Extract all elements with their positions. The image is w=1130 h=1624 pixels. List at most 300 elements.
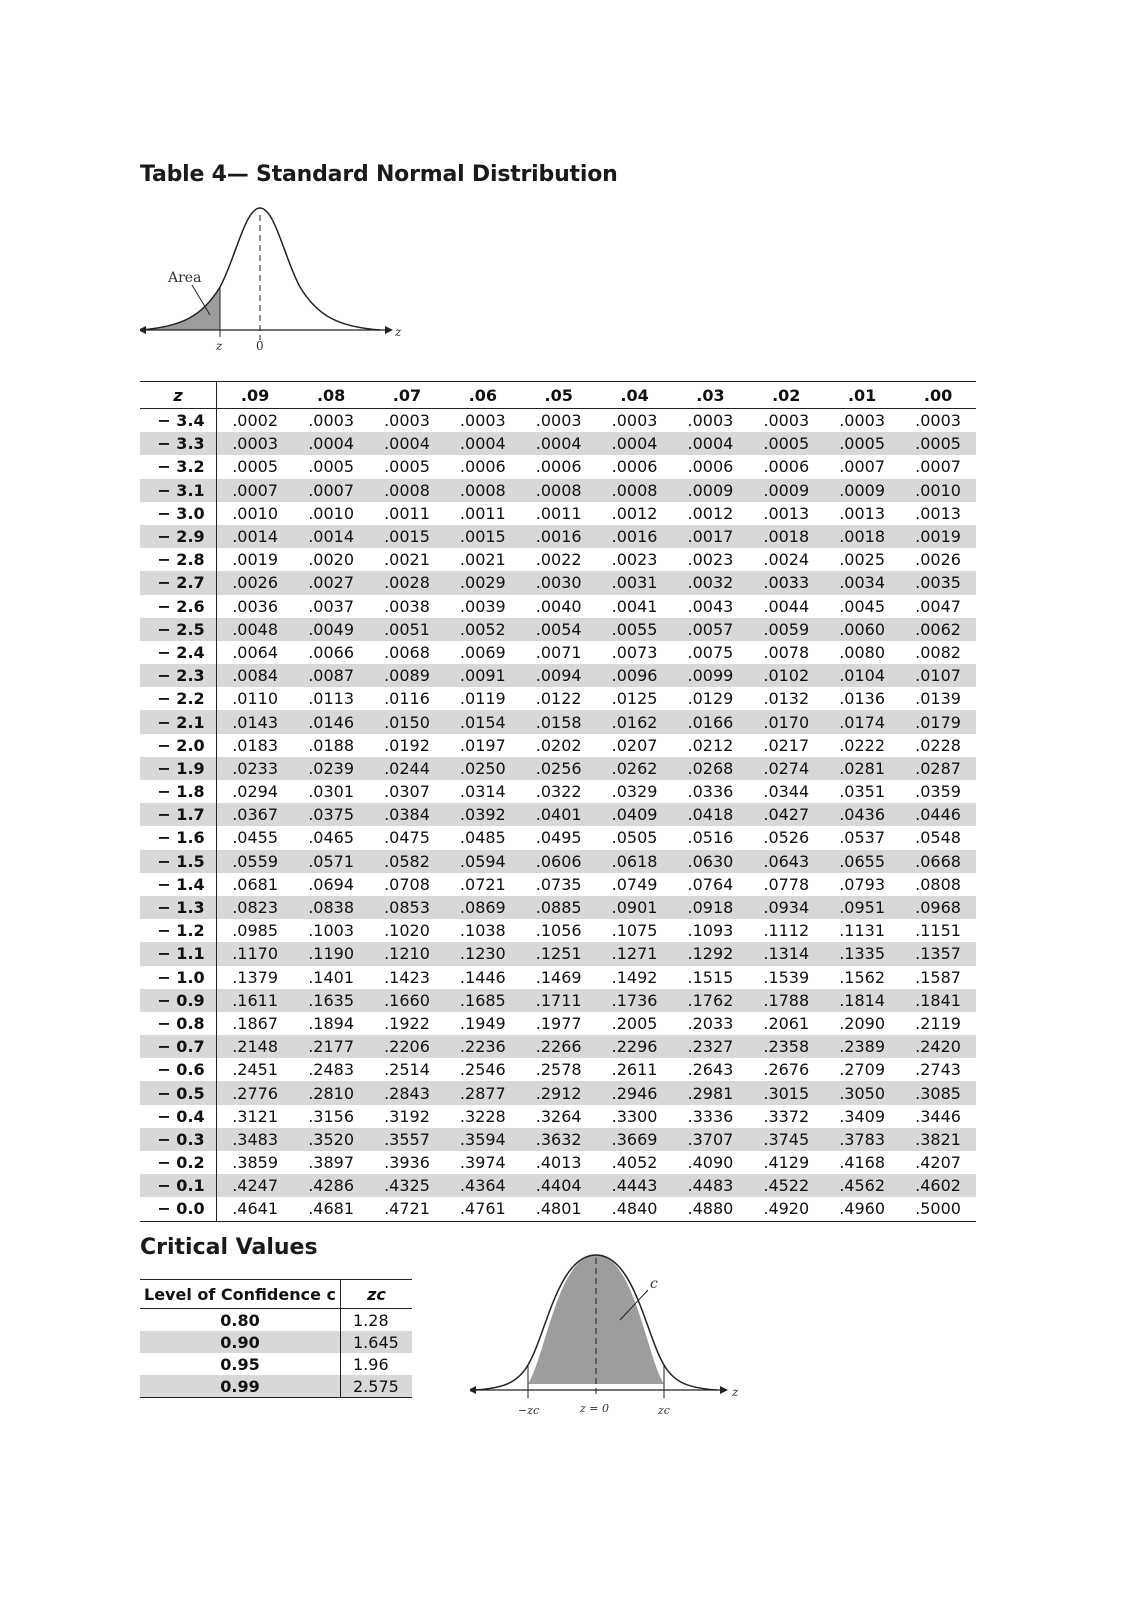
probability-cell: .3974: [459, 1153, 506, 1173]
probability-cell: .0082: [915, 642, 961, 662]
table-row: [140, 966, 976, 989]
table-row: [140, 780, 976, 803]
probability-cell: .2236: [445, 1035, 521, 1058]
table-row: [140, 826, 976, 849]
probability-cell: .0901: [597, 896, 673, 919]
probability-cell: .0735: [535, 874, 582, 894]
probability-cell: .4052: [611, 1153, 658, 1173]
probability-cell: .0329: [611, 782, 658, 802]
z-value-cell: − 0.2: [140, 1151, 217, 1174]
probability-cell: .1335: [824, 942, 900, 965]
probability-cell: .0183: [232, 735, 278, 755]
level-header: Level of Confidence c: [140, 1280, 341, 1309]
confidence-level-cell: 0.95: [220, 1354, 260, 1374]
probability-cell: .0129: [687, 689, 734, 709]
probability-cell: .1251: [521, 942, 597, 965]
probability-cell: .0007: [915, 457, 961, 477]
probability-cell: .2148: [217, 1035, 294, 1058]
probability-cell: .0004: [672, 432, 748, 455]
probability-cell: .0029: [445, 571, 521, 594]
probability-cell: .1539: [763, 967, 810, 987]
critical-values-title: Critical Values: [140, 1235, 318, 1260]
probability-cell: .0007: [217, 479, 294, 502]
z-value-cell: − 1.2: [140, 919, 217, 942]
probability-cell: .0043: [687, 596, 734, 616]
probability-cell: .3520: [293, 1128, 369, 1151]
probability-cell: .0007: [293, 479, 369, 502]
probability-cell: .1841: [900, 989, 976, 1012]
probability-cell: .0003: [839, 411, 886, 431]
probability-cell: .0005: [308, 457, 355, 477]
z-value-cell: − 0.8: [140, 1012, 217, 1035]
c-label: c: [650, 1276, 658, 1292]
probability-cell: .3372: [763, 1106, 810, 1126]
probability-cell: .2611: [611, 1060, 658, 1080]
probability-cell: .0174: [824, 710, 900, 733]
probability-cell: .2676: [763, 1060, 810, 1080]
probability-cell: .0582: [369, 850, 445, 873]
probability-cell: .4404: [521, 1174, 597, 1197]
probability-cell: .0014: [293, 525, 369, 548]
critical-value-figure: [470, 1250, 750, 1420]
probability-cell: .0055: [597, 618, 673, 641]
probability-cell: .0011: [384, 503, 430, 523]
probability-cell: .0004: [597, 432, 673, 455]
probability-cell: .2420: [900, 1035, 976, 1058]
probability-cell: .0075: [687, 642, 734, 662]
probability-cell: .0003: [535, 411, 582, 431]
probability-cell: .3300: [611, 1106, 658, 1126]
probability-cell: .2119: [915, 1013, 961, 1033]
table-row: [140, 432, 976, 455]
z-value-cell: − 1.4: [140, 873, 217, 896]
probability-cell: .3409: [839, 1106, 886, 1126]
probability-cell: .0668: [900, 850, 976, 873]
probability-cell: .0010: [900, 479, 976, 502]
probability-cell: .0006: [611, 457, 658, 477]
probability-cell: .0006: [687, 457, 734, 477]
probability-cell: .3707: [672, 1128, 748, 1151]
probability-cell: .0040: [535, 596, 582, 616]
table-row: [140, 1331, 412, 1353]
probability-cell: .0375: [293, 803, 369, 826]
critical-values-header-row: [140, 1280, 412, 1309]
probability-cell: .0036: [232, 596, 278, 616]
probability-cell: .0643: [748, 850, 824, 873]
probability-cell: .0021: [459, 550, 506, 570]
probability-cell: .0778: [763, 874, 810, 894]
table-row: [140, 1012, 976, 1035]
probability-cell: .0233: [217, 757, 294, 780]
probability-cell: .4721: [369, 1197, 445, 1221]
probability-cell: .0455: [232, 828, 278, 848]
probability-cell: .0918: [672, 896, 748, 919]
probability-cell: .0016: [597, 525, 673, 548]
z-value-cell: − 1.0: [140, 966, 217, 989]
area-curve-figure: [140, 205, 410, 355]
table-row: [140, 525, 976, 548]
probability-cell: .0516: [687, 828, 734, 848]
table-row: [140, 1353, 412, 1375]
probability-cell: .2090: [839, 1013, 886, 1033]
probability-cell: .0016: [521, 525, 597, 548]
z-value-cell: − 3.4: [140, 409, 217, 433]
probability-cell: .0721: [459, 874, 506, 894]
probability-cell: .0005: [824, 432, 900, 455]
probability-cell: .0009: [748, 479, 824, 502]
table-row: [140, 850, 976, 873]
table-row: [140, 641, 976, 664]
probability-cell: .2709: [839, 1060, 886, 1080]
probability-cell: .1660: [369, 989, 445, 1012]
probability-cell: .0694: [308, 874, 355, 894]
probability-cell: .4681: [293, 1197, 369, 1221]
probability-cell: .3859: [232, 1153, 278, 1173]
table-row: [140, 687, 976, 710]
probability-cell: .0162: [597, 710, 673, 733]
z-value-cell: − 3.3: [140, 432, 217, 455]
probability-cell: .0749: [611, 874, 658, 894]
probability-cell: .3783: [824, 1128, 900, 1151]
probability-cell: .0262: [597, 757, 673, 780]
probability-cell: .1423: [384, 967, 430, 987]
confidence-level-cell: 0.90: [140, 1331, 341, 1353]
probability-cell: .0014: [217, 525, 294, 548]
probability-cell: .0008: [597, 479, 673, 502]
confidence-level-cell: 0.80: [220, 1310, 260, 1330]
z-value-cell: − 1.8: [140, 780, 217, 803]
probability-cell: .0015: [445, 525, 521, 548]
probability-cell: .0045: [839, 596, 886, 616]
table-row: [140, 479, 976, 502]
probability-cell: .0020: [308, 550, 355, 570]
probability-cell: .3897: [308, 1153, 355, 1173]
probability-cell: .0080: [839, 642, 886, 662]
probability-cell: .0301: [308, 782, 355, 802]
probability-cell: .0008: [445, 479, 521, 502]
probability-cell: .0003: [384, 411, 430, 431]
probability-cell: .1814: [824, 989, 900, 1012]
probability-cell: .0037: [308, 596, 355, 616]
probability-cell: .0096: [597, 664, 673, 687]
probability-cell: .0010: [232, 503, 278, 523]
probability-cell: .0179: [900, 710, 976, 733]
probability-cell: .0136: [839, 689, 886, 709]
probability-cell: .0274: [748, 757, 824, 780]
probability-cell: .0099: [672, 664, 748, 687]
probability-cell: .1357: [900, 942, 976, 965]
probability-cell: .1075: [611, 921, 658, 941]
z-value-cell: − 0.3: [140, 1128, 217, 1151]
z-value-cell: − 2.1: [140, 710, 217, 733]
probability-cell: .0059: [748, 618, 824, 641]
probability-cell: .0039: [459, 596, 506, 616]
probability-cell: .0222: [839, 735, 886, 755]
probability-cell: .4286: [293, 1174, 369, 1197]
probability-cell: .0367: [217, 803, 294, 826]
probability-cell: .0031: [597, 571, 673, 594]
probability-cell: .2877: [445, 1081, 521, 1104]
probability-cell: .0021: [384, 550, 430, 570]
probability-cell: .3594: [445, 1128, 521, 1151]
probability-cell: .0853: [369, 896, 445, 919]
probability-cell: .0018: [824, 525, 900, 548]
zc-header: zc: [341, 1280, 413, 1309]
critical-values-body: [140, 1309, 412, 1398]
column-header: .05: [521, 382, 597, 409]
probability-cell: .4483: [672, 1174, 748, 1197]
probability-cell: .0094: [521, 664, 597, 687]
z-column-header: z: [140, 382, 217, 409]
left-tail-area: [140, 287, 220, 330]
table-row: [140, 896, 976, 919]
probability-cell: .0630: [672, 850, 748, 873]
probability-cell: .1093: [687, 921, 734, 941]
probability-cell: .2389: [824, 1035, 900, 1058]
probability-cell: .0013: [763, 503, 810, 523]
probability-cell: .4168: [839, 1153, 886, 1173]
probability-cell: .0808: [915, 874, 961, 894]
probability-cell: .4562: [824, 1174, 900, 1197]
probability-cell: .2546: [459, 1060, 506, 1080]
probability-cell: .0170: [748, 710, 824, 733]
column-header: .06: [445, 382, 521, 409]
probability-cell: .0392: [445, 803, 521, 826]
probability-cell: .1762: [672, 989, 748, 1012]
probability-cell: .0485: [459, 828, 506, 848]
probability-cell: .0793: [839, 874, 886, 894]
probability-cell: .0003: [308, 411, 355, 431]
probability-cell: .0069: [459, 642, 506, 662]
probability-cell: .0005: [900, 432, 976, 455]
probability-cell: .0057: [672, 618, 748, 641]
probability-cell: .0009: [672, 479, 748, 502]
probability-cell: .0010: [308, 503, 355, 523]
probability-cell: .0060: [824, 618, 900, 641]
probability-cell: .1562: [839, 967, 886, 987]
column-header: .00: [900, 382, 976, 409]
probability-cell: .1894: [308, 1013, 355, 1033]
column-header: .03: [672, 382, 748, 409]
probability-cell: .0032: [672, 571, 748, 594]
probability-cell: .1867: [232, 1013, 278, 1033]
probability-cell: .0212: [687, 735, 734, 755]
probability-cell: .2981: [672, 1081, 748, 1104]
z-value-cell: − 0.1: [140, 1174, 217, 1197]
probability-cell: .1112: [763, 921, 810, 941]
probability-cell: .0436: [824, 803, 900, 826]
probability-cell: .0006: [459, 457, 506, 477]
table-row: [140, 873, 976, 896]
z-value-cell: − 2.5: [140, 618, 217, 641]
table-row: [140, 1174, 976, 1197]
z-table: [140, 381, 976, 1222]
probability-cell: .0548: [915, 828, 961, 848]
probability-cell: .0823: [217, 896, 294, 919]
probability-cell: .0087: [293, 664, 369, 687]
table-row: [140, 1375, 412, 1398]
probability-cell: .0838: [293, 896, 369, 919]
probability-cell: .1492: [611, 967, 658, 987]
probability-cell: .1922: [384, 1013, 430, 1033]
probability-cell: .3821: [900, 1128, 976, 1151]
probability-cell: .0030: [521, 571, 597, 594]
probability-cell: .0885: [521, 896, 597, 919]
zero-label: 0: [256, 339, 264, 353]
probability-cell: .0239: [293, 757, 369, 780]
probability-cell: .0025: [839, 550, 886, 570]
probability-cell: .2206: [369, 1035, 445, 1058]
probability-cell: .0113: [308, 689, 355, 709]
probability-cell: .1314: [748, 942, 824, 965]
probability-cell: .0006: [535, 457, 582, 477]
probability-cell: .0192: [384, 735, 430, 755]
probability-cell: .3228: [459, 1106, 506, 1126]
critical-value-cell: 2.575: [341, 1375, 413, 1398]
probability-cell: .0146: [293, 710, 369, 733]
probability-cell: .2358: [748, 1035, 824, 1058]
probability-cell: .0033: [748, 571, 824, 594]
probability-cell: .0244: [369, 757, 445, 780]
probability-cell: .0023: [611, 550, 658, 570]
table-row: [140, 409, 976, 433]
critical-value-cell: 1.96: [341, 1353, 413, 1375]
probability-cell: .0934: [748, 896, 824, 919]
z-value-cell: − 1.7: [140, 803, 217, 826]
probability-cell: .0158: [521, 710, 597, 733]
probability-cell: .0526: [763, 828, 810, 848]
probability-cell: .3483: [217, 1128, 294, 1151]
probability-cell: .3336: [687, 1106, 734, 1126]
table-row: [140, 1081, 976, 1104]
probability-cell: .4522: [748, 1174, 824, 1197]
probability-cell: .4801: [521, 1197, 597, 1221]
probability-cell: .2033: [687, 1013, 734, 1033]
probability-cell: .0038: [384, 596, 430, 616]
probability-cell: .0475: [384, 828, 430, 848]
critical-values-table: [140, 1279, 412, 1398]
probability-cell: .0188: [308, 735, 355, 755]
probability-cell: .4761: [445, 1197, 521, 1221]
probability-cell: .0708: [384, 874, 430, 894]
z-value-cell: − 0.4: [140, 1105, 217, 1128]
probability-cell: .2776: [217, 1081, 294, 1104]
z-label: z: [216, 339, 223, 353]
z-value-cell: − 0.6: [140, 1058, 217, 1081]
probability-cell: .0495: [535, 828, 582, 848]
probability-cell: .5000: [900, 1197, 976, 1221]
probability-cell: .0139: [915, 689, 961, 709]
probability-cell: .0007: [839, 457, 886, 477]
probability-cell: .4247: [217, 1174, 294, 1197]
probability-cell: .4920: [748, 1197, 824, 1221]
probability-cell: .0023: [687, 550, 734, 570]
table-row: [140, 664, 976, 687]
table-row: [140, 455, 976, 478]
zero-label: z = 0: [580, 1402, 610, 1415]
z-table-body: [140, 409, 976, 1222]
probability-cell: .0008: [369, 479, 445, 502]
probability-cell: .0066: [308, 642, 355, 662]
probability-cell: .0418: [672, 803, 748, 826]
z-value-cell: − 1.5: [140, 850, 217, 873]
table-row: [140, 710, 976, 733]
probability-cell: .0068: [384, 642, 430, 662]
column-header: .01: [824, 382, 900, 409]
probability-cell: .0571: [293, 850, 369, 873]
z-value-cell: − 2.2: [140, 687, 217, 710]
probability-cell: .3085: [900, 1081, 976, 1104]
probability-cell: .4129: [763, 1153, 810, 1173]
probability-cell: .0869: [445, 896, 521, 919]
probability-cell: .1711: [521, 989, 597, 1012]
z-value-cell: − 3.0: [140, 502, 217, 525]
z-value-cell: − 1.6: [140, 826, 217, 849]
z-value-cell: − 2.4: [140, 641, 217, 664]
probability-cell: .1003: [308, 921, 355, 941]
table-row: [140, 548, 976, 571]
z-value-cell: − 2.3: [140, 664, 217, 687]
probability-cell: .0281: [824, 757, 900, 780]
axis-z-label: z: [732, 1385, 739, 1399]
axis-left-arrow-icon: [140, 326, 146, 334]
probability-cell: .1379: [232, 967, 278, 987]
probability-cell: .1469: [535, 967, 582, 987]
probability-cell: .0027: [293, 571, 369, 594]
probability-cell: .0004: [521, 432, 597, 455]
probability-cell: .0091: [445, 664, 521, 687]
probability-cell: .1190: [293, 942, 369, 965]
probability-cell: .0968: [900, 896, 976, 919]
probability-cell: .0143: [217, 710, 294, 733]
probability-cell: .0022: [535, 550, 582, 570]
probability-cell: .0336: [687, 782, 734, 802]
probability-cell: .2946: [597, 1081, 673, 1104]
probability-cell: .0012: [611, 503, 658, 523]
probability-cell: .2061: [763, 1013, 810, 1033]
probability-cell: .1611: [217, 989, 294, 1012]
probability-cell: .0015: [369, 525, 445, 548]
probability-cell: .0052: [445, 618, 521, 641]
probability-cell: .2266: [521, 1035, 597, 1058]
probability-cell: .0005: [384, 457, 430, 477]
probability-cell: .0078: [763, 642, 810, 662]
probability-cell: .0122: [535, 689, 582, 709]
z-value-cell: − 2.9: [140, 525, 217, 548]
probability-cell: .0084: [217, 664, 294, 687]
probability-cell: .4602: [900, 1174, 976, 1197]
axis-arrow-icon: [385, 326, 393, 334]
probability-cell: .2483: [308, 1060, 355, 1080]
probability-cell: .2912: [521, 1081, 597, 1104]
probability-cell: .0047: [915, 596, 961, 616]
probability-cell: .4013: [535, 1153, 582, 1173]
probability-cell: .3192: [384, 1106, 430, 1126]
probability-cell: .0034: [824, 571, 900, 594]
probability-cell: .1292: [672, 942, 748, 965]
probability-cell: .1977: [535, 1013, 582, 1033]
probability-cell: .0166: [672, 710, 748, 733]
probability-cell: .4207: [915, 1153, 961, 1173]
probability-cell: .0359: [915, 782, 961, 802]
probability-cell: .0018: [748, 525, 824, 548]
probability-cell: .0041: [611, 596, 658, 616]
probability-cell: .4090: [687, 1153, 734, 1173]
probability-cell: .3745: [748, 1128, 824, 1151]
probability-cell: .0505: [611, 828, 658, 848]
table-row: [140, 502, 976, 525]
zc-label: zc: [658, 1404, 670, 1417]
